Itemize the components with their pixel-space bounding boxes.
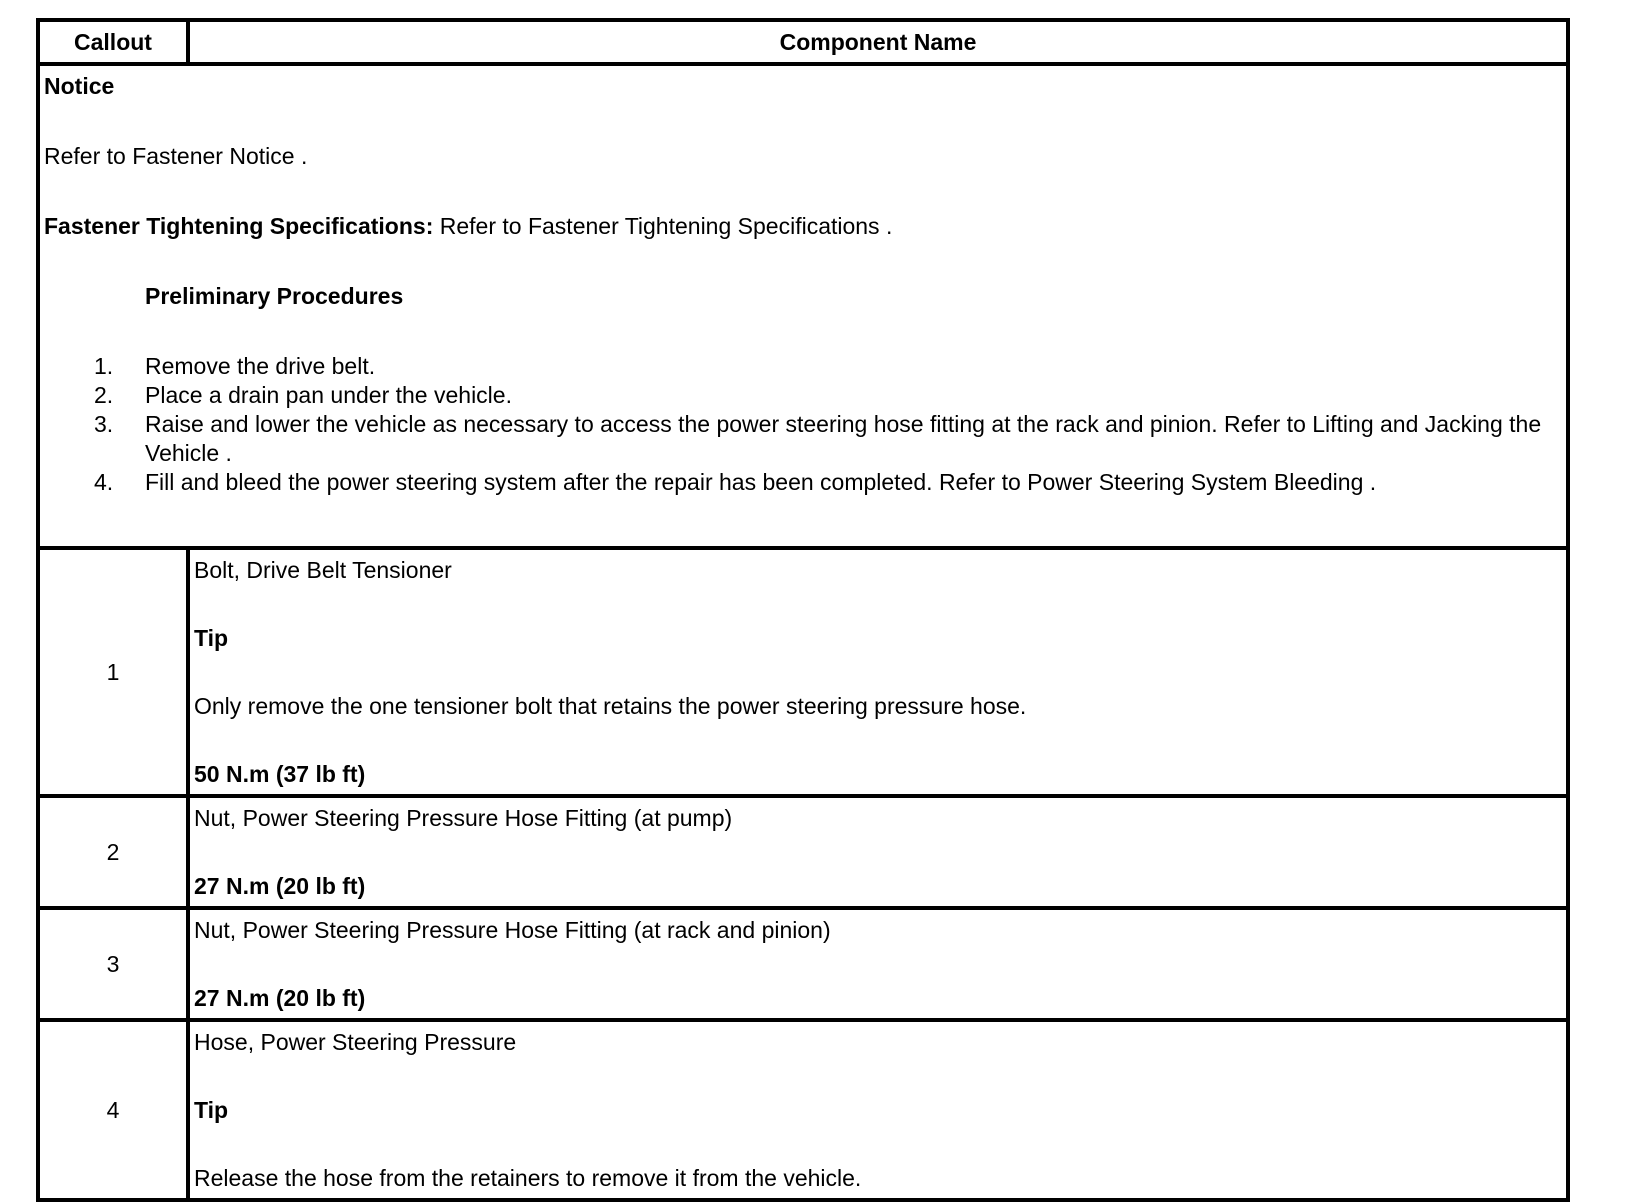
component-table xyxy=(36,18,1570,1202)
component-name-header: Component Name xyxy=(188,20,1568,64)
component-name: Hose, Power Steering Pressure xyxy=(194,1029,517,1055)
table-header-row xyxy=(38,20,1568,64)
list-item: 3. Raise and lower the vehicle as necessary to access the power steering hose fitting at the rack and pinion. Refer to Lifting and Jacking the Vehicle . xyxy=(94,411,1542,466)
preliminary-procedures-title: Preliminary Procedures xyxy=(145,283,404,309)
fastener-spec-text: Refer to Fastener Tightening Specifications . xyxy=(439,213,893,239)
tip-text: Only remove the one tensioner bolt that retains the power steering pressure hose. xyxy=(194,693,1027,719)
list-item: 2. Place a drain pan under the vehicle. xyxy=(94,382,512,408)
callout-number: 4 xyxy=(38,1020,188,1200)
table-row xyxy=(38,908,1568,1020)
notice-row xyxy=(38,64,1568,548)
component-name: Nut, Power Steering Pressure Hose Fitting (at pump) xyxy=(194,805,733,831)
component-cell xyxy=(188,548,1568,796)
callout-number: 2 xyxy=(38,796,188,908)
notice-title: Notice xyxy=(44,73,115,99)
callout-number: 1 xyxy=(38,548,188,796)
component-name: Bolt, Drive Belt Tensioner xyxy=(194,557,452,583)
component-cell xyxy=(188,796,1568,908)
callout-header: Callout xyxy=(38,20,188,64)
tip-text: Release the hose from the retainers to remove it from the vehicle. xyxy=(194,1165,862,1191)
preliminary-steps-list xyxy=(44,352,1566,497)
list-item: 4. Fill and bleed the power steering system after the repair has been completed. Refer to Power Steering System Bleeding . xyxy=(94,469,1377,495)
torque-spec: 27 N.m (20 lb ft) xyxy=(194,985,366,1011)
table-row xyxy=(38,796,1568,908)
component-cell xyxy=(188,908,1568,1020)
component-table-document xyxy=(36,18,1570,1202)
component-cell xyxy=(188,1020,1568,1200)
list-item: 1. Remove the drive belt. xyxy=(94,353,376,379)
torque-spec: 50 N.m (37 lb ft) xyxy=(194,761,366,787)
tip-label: Tip xyxy=(194,1097,229,1123)
fastener-notice-ref: Refer to Fastener Notice . xyxy=(44,143,308,169)
callout-number: 3 xyxy=(38,908,188,1020)
table-row xyxy=(38,548,1568,796)
torque-spec: 27 N.m (20 lb ft) xyxy=(194,873,366,899)
tip-label: Tip xyxy=(194,625,229,651)
fastener-spec-line xyxy=(44,212,1566,240)
component-name: Nut, Power Steering Pressure Hose Fitting (at rack and pinion) xyxy=(194,917,831,943)
table-row xyxy=(38,1020,1568,1200)
fastener-spec-label: Fastener Tightening Specifications: xyxy=(44,213,434,239)
notice-cell xyxy=(38,64,1568,548)
